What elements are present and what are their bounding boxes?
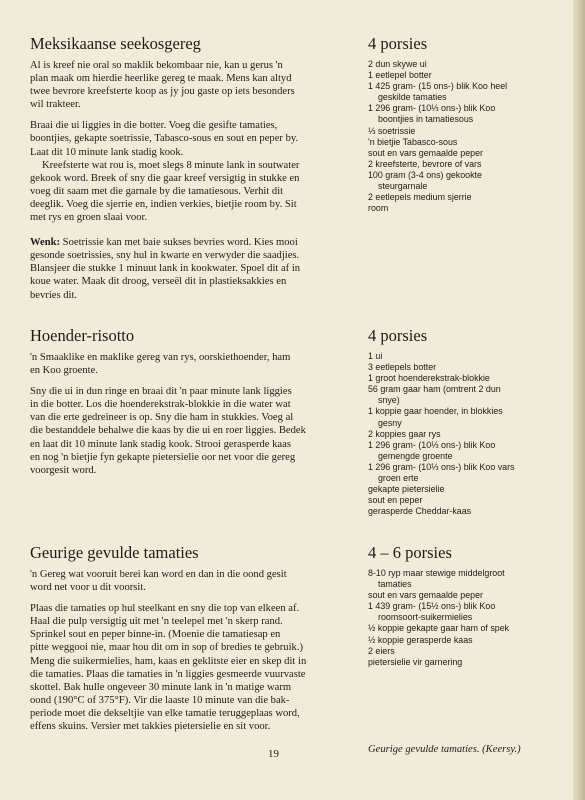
text-line: voeg dit saam met die garnale by die tamatiesous. Verhit dit xyxy=(30,185,284,197)
text-line: voorgesit word. xyxy=(30,464,97,476)
text-line: effens skuins. Versier met takkies pietersielie en sit voor. xyxy=(30,721,271,733)
text-line: word net voor u dit voorsit. xyxy=(30,582,146,594)
ingredient-item: 2 koppies gaar rys xyxy=(368,428,441,439)
text-line: boontjies, gekapte soetrissie, Tabasco-sous en sout en peper by. xyxy=(30,133,299,145)
ingredient-item: 1 ui xyxy=(368,351,383,361)
text-line: Blansjeer die stukke 1 minuut lank in kookwater. Spoel dit af in xyxy=(30,263,301,275)
ingredient-item: 56 gram gaar ham (omtrent 2 dun xyxy=(368,384,501,395)
ingredient-list xyxy=(368,568,553,668)
text-line: Sprinkel sout en peper binne-in. (Moenie die tamatiesap en xyxy=(30,629,281,641)
ingredient-item: 1 koppie gaar hoender, in blokkies xyxy=(368,406,503,417)
servings-label: 4 – 6 porsies xyxy=(368,543,452,562)
text-line: bevries dit. xyxy=(30,289,78,301)
ingredient-item: 2 dun skywe ui xyxy=(368,59,427,69)
ingredient-item: roomsoort-suikermielies xyxy=(378,612,473,623)
ingredient-item: 1 296 gram- (10⅓ ons-) blik Koo xyxy=(368,439,496,450)
text-line: pitte weggooi nie, maar hou dit om in sop of bredies te gebruik.) xyxy=(30,642,304,654)
ingredient-item: gerasperde Cheddar-kaas xyxy=(368,506,472,517)
text-line: en Koo groente. xyxy=(30,365,98,377)
tip-paragraph xyxy=(30,236,340,301)
ingredient-item: 1 groot hoenderekstrak-blokkie xyxy=(368,373,490,384)
intro-paragraph xyxy=(30,351,340,377)
ingredient-item: ⅓ soetrissie xyxy=(368,125,416,136)
ingredient-list xyxy=(368,59,553,214)
text-line: twee bevrore kreefsterte koop as jy jou gaste op iets besonders xyxy=(30,86,295,98)
page-binding-edge xyxy=(573,0,585,800)
recipe-title: Hoender-risotto xyxy=(30,326,135,345)
tip-text: Soetrissie kan met baie sukses bevries word. Kies mooi xyxy=(60,237,298,249)
recipe-title: Geurige gevulde tamaties xyxy=(30,543,199,562)
text-line: wil trakteer. xyxy=(30,99,81,111)
text-line: die tamaties. Plaas die tamaties in 'n liggies gesmeerde vuurvaste xyxy=(30,668,306,680)
text-line: plan maak om hierdie heerlike gereg te maak. Mens kan altyd xyxy=(30,73,292,85)
method-paragraph xyxy=(30,119,340,158)
ingredient-item: sout en vars gemaalde peper xyxy=(368,147,483,158)
method-paragraph xyxy=(30,602,340,733)
ingredient-item: geskilde tamaties xyxy=(378,92,447,103)
text-line: met rys en groen slaai voor. xyxy=(30,212,148,224)
ingredient-item: 3 eetlepels botter xyxy=(368,362,437,373)
ingredient-list xyxy=(368,351,553,517)
ingredient-item: ½ koppie gekapte gaar ham of spek xyxy=(368,623,510,634)
text-line: die bestanddele behalwe die kaas by die ui en roer liggies. Bedek xyxy=(30,425,306,437)
text-line: deeglik. Voeg die sjerrie en, indien verkies, bietjie room by. Sit xyxy=(30,198,297,210)
text-line: in die botter. Los die hoenderekstrak-blokkie in die water wat xyxy=(30,399,291,411)
servings-label: 4 porsies xyxy=(368,326,428,345)
text-line: koue water. Maak dit droog, verseël dit in plastieksakkies en xyxy=(30,276,287,288)
text-line: Al is kreef nie oral so maklik bekombaar nie, kan u gerus 'n xyxy=(30,60,283,71)
text-line: periode moet die dekseltjie van elke tamatie teruggeplaas word, xyxy=(30,707,300,719)
text-line: 'n Smaaklike en maklike gereg van rys, oorskiethoender, ham xyxy=(30,352,291,363)
intro-paragraph xyxy=(30,568,340,594)
ingredient-item: gesny xyxy=(378,417,402,428)
ingredient-item: 1 439 gram- (15½ ons-) blik Koo xyxy=(368,601,496,612)
ingredient-item: 1 eetlepel botter xyxy=(368,70,432,81)
ingredient-item: 2 kreefsterte, bevrore of vars xyxy=(368,158,482,169)
text-line: Kreefsterte wat rou is, moet slegs 8 minute lank in soutwater xyxy=(42,159,300,171)
text-line: gesonde soetrissies, sny hul in kwarte en verwyder die saadjies. xyxy=(30,250,300,262)
text-line: Meng die suikermielies, ham, kaas en geklitste eier en skep dit in xyxy=(30,655,307,667)
ingredient-item: groen erte xyxy=(378,473,419,484)
method-paragraph xyxy=(30,385,340,477)
ingredient-item: 100 gram (3-4 ons) gekookte xyxy=(368,169,482,180)
ingredient-item: sout en peper xyxy=(368,495,423,506)
photo-caption: Geurige gevulde tamaties. (Keersy.) xyxy=(368,744,521,755)
ingredient-item: gemengde groente xyxy=(378,450,453,461)
text-line: Sny die ui in dun ringe en braai dit 'n paar minute lank liggies xyxy=(30,386,292,398)
text-line: en laat dit 10 minute lank stadig kook. Strooi gerasperde kaas xyxy=(30,438,291,450)
text-line: gekook word. Breek of sny die gaar kreef versigtig in stukke en xyxy=(30,172,300,184)
ingredient-item: snye) xyxy=(378,395,400,406)
ingredient-item: sout en vars gemaalde peper xyxy=(368,590,483,601)
ingredient-item: ½ koppie gerasperde kaas xyxy=(368,634,473,645)
ingredient-item: 2 eetlepels medium sjerrie xyxy=(368,192,472,203)
ingredient-item: 1 425 gram- (15 ons-) blik Koo heel xyxy=(368,81,508,92)
ingredient-item: gekapte pietersielie xyxy=(368,484,445,495)
servings-label: 4 porsies xyxy=(368,34,428,53)
text-line: Haal die pulp versigtig uit met 'n teelepel met 'n skerp rand. xyxy=(30,616,283,628)
text-line: Laat dit 10 minute lank stadig kook. xyxy=(30,146,184,158)
text-line: skottel. Bak hulle ongeveer 30 minute lank in 'n matige warm xyxy=(30,681,292,693)
tip-label: Wenk: xyxy=(30,237,61,249)
text-line: Plaas die tamaties op hul steelkant en sny die top van elkeen af. xyxy=(30,603,300,615)
ingredient-item: 2 eiers xyxy=(368,645,395,656)
ingredient-item: pietersielie vir garnering xyxy=(368,656,463,667)
ingredient-item: room xyxy=(368,203,389,214)
text-line: en nog 'n bietjie fyn gekapte pietersielie oor net voor die gereg xyxy=(30,451,296,463)
text-line: van die erte gedreineer is op. Sny die ham in stukkies. Voeg al xyxy=(30,412,294,424)
ingredient-item: 8-10 ryp maar stewige middelgroot xyxy=(368,568,505,578)
ingredient-item: tamaties xyxy=(378,579,412,590)
ingredient-item: boontjies in tamatiesous xyxy=(378,114,474,125)
text-line: oond (190°C of 375°F). Vir die laaste 10 minute van die bak- xyxy=(30,694,290,706)
text-line xyxy=(30,236,340,249)
ingredient-item: 1 296 gram- (10⅓ ons-) blik Koo xyxy=(368,103,496,114)
method-paragraph xyxy=(30,159,340,224)
text-line: 'n Gereg wat vooruit berei kan word en dan in die oond gesit xyxy=(30,569,287,580)
intro-paragraph xyxy=(30,59,340,111)
text-line: Braai die ui liggies in die botter. Voeg die gesifte tamaties, xyxy=(30,120,278,132)
recipe-title: Meksikaanse seekosgereg xyxy=(30,34,201,53)
page-number: 19 xyxy=(268,748,279,760)
ingredient-item: steurgarnale xyxy=(378,181,428,192)
ingredient-item: 'n bietjie Tabasco-sous xyxy=(368,136,458,147)
ingredient-item: 1 296 gram- (10⅓ ons-) blik Koo vars xyxy=(368,461,515,472)
